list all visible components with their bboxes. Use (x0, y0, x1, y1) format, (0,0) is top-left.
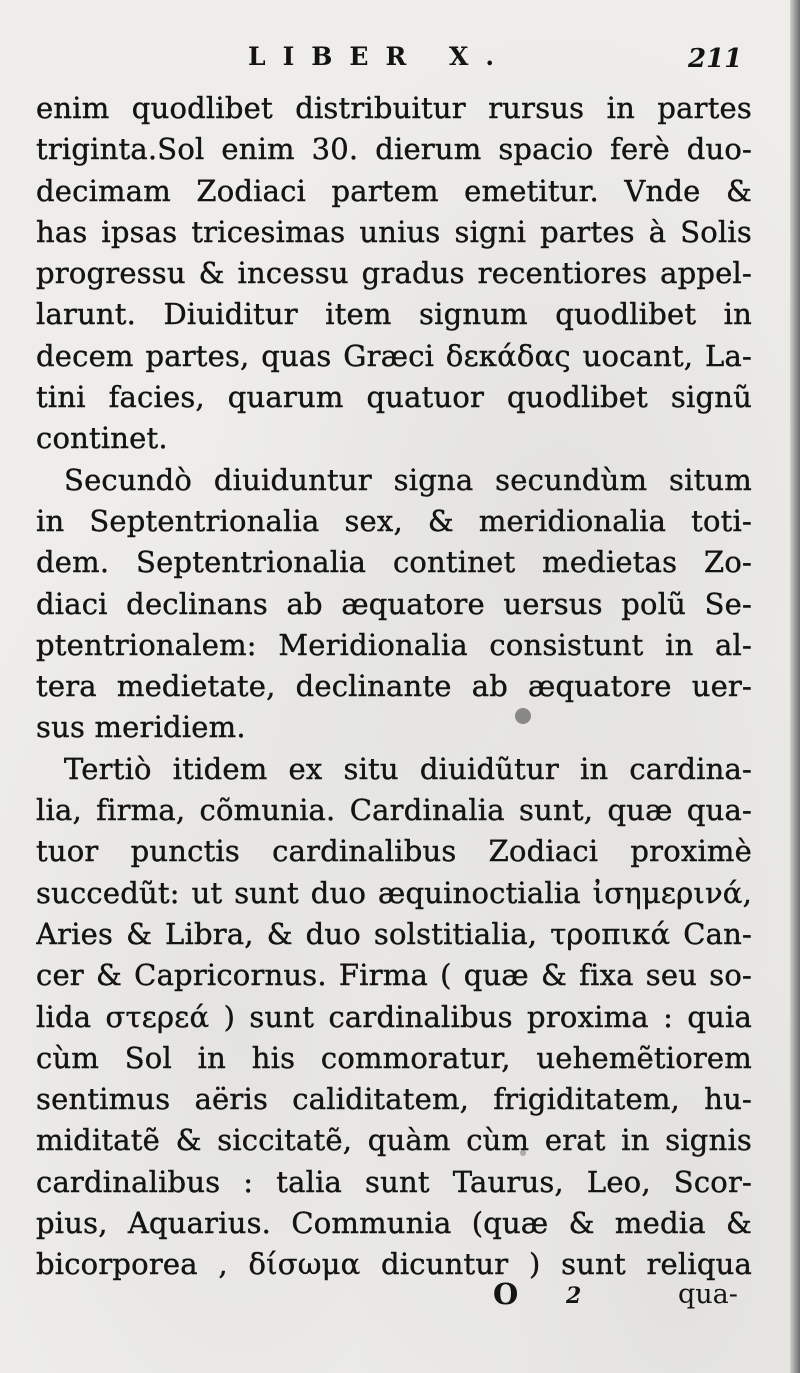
page-footer (0, 1277, 800, 1317)
text-line: bicorporea , δίσωμα dicuntur ) sunt reliqua (36, 1247, 752, 1282)
text-line: dem. Septentrionalia continet medietas Zo- (36, 545, 752, 580)
text-line: Secundò diuiduntur signa secundùm situm (64, 462, 752, 497)
signature-mark: O (493, 1277, 519, 1311)
text-line: triginta.Sol enim 30. dierum spacio ferè duo- (36, 132, 752, 167)
text-line: cer & Capricornus. Firma ( quæ & fixa seu so- (36, 958, 752, 993)
text-line: lida στερεά ) sunt cardinalibus proxima : quia (36, 999, 752, 1034)
running-title: LIBER X. (248, 42, 512, 71)
text-line: lia, firma, cõmunia. Cardinalia sunt, quæ qua- (36, 793, 752, 828)
text-line: Tertiò itidem ex situ diuidũtur in cardina- (64, 751, 752, 786)
text-line: cùm Sol in his commoratur, uehemẽtiorem (36, 1040, 752, 1075)
text-line: Aries & Libra, & duo solstitialia, τροπικά Can- (36, 916, 752, 951)
text-line: tini facies, quarum quatuor quodlibet signũ (36, 380, 752, 415)
text-line: has ipsas tricesimas unius signi partes à Solis (36, 214, 752, 249)
text-line: enim quodlibet distribuitur rursus in partes (36, 91, 752, 125)
page-header (0, 42, 800, 82)
text-line: sentimus aëris caliditatem, frigiditatem, hu- (36, 1082, 752, 1117)
text-line: cardinalibus : talia sunt Taurus, Leo, Scor- (36, 1164, 752, 1199)
text-line: tuor punctis cardinalibus Zodiaci proximè (36, 834, 752, 869)
text-line: miditatẽ & siccitatẽ, quàm cùm erat in signis (36, 1123, 752, 1158)
text-line: continet. (36, 421, 168, 456)
text-line: sus meridiem. (36, 710, 246, 745)
text-line: pius, Aquarius. Communia (quæ & media & (36, 1206, 752, 1241)
text-line: succedũt: ut sunt duo æquinoctialia ἰσημερινά, (36, 875, 752, 910)
page-edge-shadow (790, 0, 800, 1373)
page-number: 211 (688, 44, 743, 74)
text-line: in Septentrionalia sex, & meridionalia toti- (36, 503, 752, 538)
body-text (36, 88, 752, 1286)
text-line: larunt. Diuiditur item signum quodlibet in (36, 297, 752, 332)
text-line: decimam Zodiaci partem emetitur. Vnde & (36, 173, 752, 208)
text-line: tera medietate, declinante ab æquatore uer- (36, 669, 752, 704)
catchword: qua- (678, 1279, 738, 1310)
signature-number: 2 (566, 1283, 582, 1309)
text-line: progressu & incessu gradus recentiores appel- (36, 256, 752, 291)
text-line: ptentrionalem: Meridionalia consistunt in al- (36, 627, 752, 662)
text-line: diaci declinans ab æquatore uersus polũ Se- (36, 586, 752, 621)
text-line: decem partes, quas Græci δεκάδας uocant, La- (36, 338, 752, 373)
